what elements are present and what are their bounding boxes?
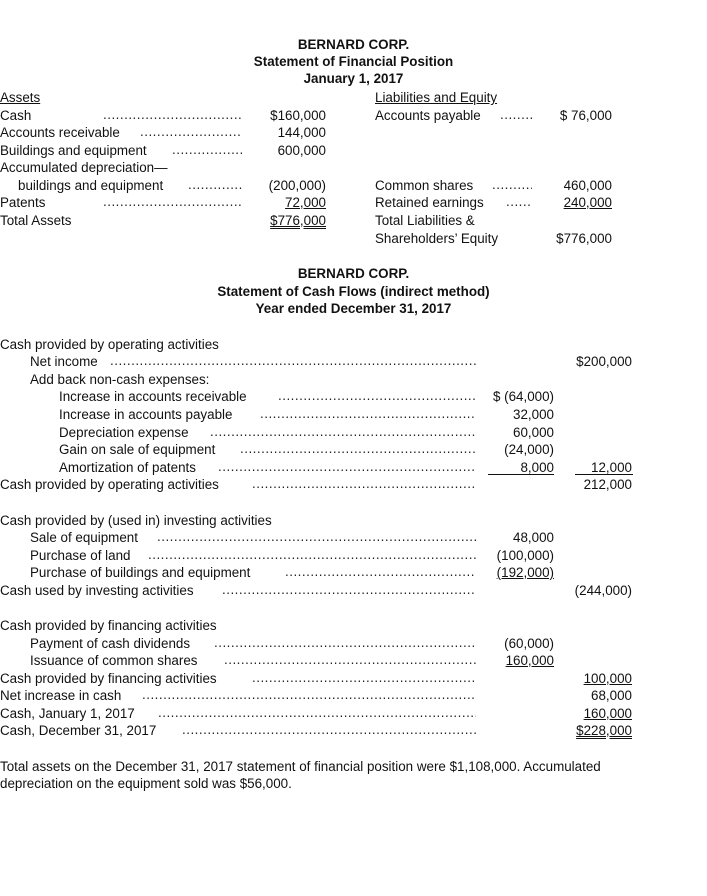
tle-label-1: Total Liabilities &: [375, 213, 475, 228]
note-line-1: Total assets on the December 31, 2017 statement of financial position were $1,108,000. Accumulated: [0, 759, 601, 774]
leader-dots: [252, 476, 476, 493]
ar-label: Accounts receivable: [0, 125, 120, 140]
dividends-value: (60,000): [504, 636, 554, 651]
cash-value: $160,000: [270, 108, 326, 123]
patents-value: 72,000: [285, 195, 326, 210]
inc-ar-value: $ (64,000): [492, 389, 554, 404]
buy-bldg-value: (192,000): [496, 565, 554, 580]
scf-period: Year ended December 31, 2017: [255, 301, 452, 316]
leader-dots: [285, 564, 476, 581]
gain-value: (24,000): [504, 442, 554, 457]
tle-label-2: Shareholders’ Equity: [375, 231, 499, 246]
underline-rule: [575, 474, 633, 475]
leader-dots: [182, 722, 476, 739]
cs-label: Common shares: [375, 178, 474, 193]
dividends-label: Payment of cash dividends: [30, 636, 191, 651]
ap-value: $ 76,000: [559, 108, 612, 123]
underline-rule: [488, 474, 554, 475]
cash-dec-value: $228,000: [576, 723, 632, 738]
liab-heading: Liabilities and Equity: [375, 90, 498, 105]
cash-dec-label: Cash, December 31, 2017: [0, 723, 157, 738]
depr-label: Depreciation expense: [59, 425, 189, 440]
inc-ap-label: Increase in accounts payable: [59, 407, 233, 422]
net-income-total: $200,000: [576, 354, 632, 369]
accum2-value: (200,000): [268, 178, 326, 193]
note-line-2: depreciation on the equipment sold was $56,000.: [0, 776, 292, 791]
leader-dots: [260, 406, 476, 423]
leader-dots: [278, 388, 476, 405]
leader-dots: [103, 107, 242, 124]
leader-dots: [224, 652, 476, 669]
net-inc-label: Net increase in cash: [0, 688, 122, 703]
scf-company: BERNARD CORP.: [297, 266, 410, 281]
leader-dots: [252, 670, 476, 687]
leader-dots: [210, 424, 476, 441]
cash-label: Cash: [0, 108, 32, 123]
sfp-company: BERNARD CORP.: [297, 37, 410, 52]
fin-heading: Cash provided by financing activities: [0, 618, 217, 633]
addback-label: Add back non-cash expenses:: [30, 372, 210, 387]
inc-ap-value: 32,000: [513, 407, 554, 422]
inv-total-value: (244,000): [574, 583, 632, 598]
bldg-value: 600,000: [277, 143, 326, 158]
sfp-title: Statement of Financial Position: [253, 54, 454, 69]
leader-dots: [218, 459, 476, 476]
op-total-value: 212,000: [583, 477, 632, 492]
land-value: (100,000): [496, 548, 554, 563]
depr-value: 60,000: [513, 425, 554, 440]
leader-dots: [148, 547, 476, 564]
leader-dots: [158, 705, 476, 722]
tle-value: $776,000: [556, 231, 612, 246]
leader-dots: [157, 529, 476, 546]
patents-label: Patents: [0, 195, 46, 210]
leader-dots: [214, 635, 476, 652]
scf-title: Statement of Cash Flows (indirect method): [217, 284, 490, 299]
sale-eq-value: 48,000: [513, 530, 554, 545]
amort-total: 12,000: [591, 460, 632, 475]
op-heading: Cash provided by operating activities: [0, 337, 219, 352]
total-assets-value: $776,000: [270, 213, 326, 228]
ap-label: Accounts payable: [375, 108, 481, 123]
leader-dots: [140, 124, 242, 141]
inv-heading: Cash provided by (used in) investing activities: [0, 513, 272, 528]
re-value: 240,000: [563, 195, 612, 210]
net-income-label: Net income: [30, 354, 98, 369]
amort-label: Amortization of patents: [59, 460, 196, 475]
op-total-label: Cash provided by operating activities: [0, 477, 219, 492]
amort-value: 8,000: [520, 460, 554, 475]
assets-heading: Assets: [0, 90, 41, 105]
bldg-label: Buildings and equipment: [0, 143, 147, 158]
leader-dots: [142, 687, 476, 704]
ar-value: 144,000: [277, 125, 326, 140]
fin-total-value: 100,000: [583, 671, 632, 686]
fin-total-label: Cash provided by financing activities: [0, 671, 217, 686]
cash-jan-value: 160,000: [583, 706, 632, 721]
accum2-label: buildings and equipment: [18, 178, 164, 193]
inc-ar-label: Increase in accounts receivable: [59, 389, 247, 404]
leader-dots: [222, 582, 476, 599]
leader-dots: [240, 441, 476, 458]
gain-label: Gain on sale of equipment: [59, 442, 216, 457]
issuance-value: 160,000: [505, 653, 554, 668]
total-assets-label: Total Assets: [0, 213, 72, 228]
cash-jan-label: Cash, January 1, 2017: [0, 706, 135, 721]
leader-dots: [103, 194, 242, 211]
accum-label: Accumulated depreciation—: [0, 160, 168, 175]
net-inc-value: 68,000: [591, 688, 632, 703]
land-label: Purchase of land: [30, 548, 131, 563]
buy-bldg-label: Purchase of buildings and equipment: [30, 565, 251, 580]
re-label: Retained earnings: [375, 195, 484, 210]
cs-value: 460,000: [563, 178, 612, 193]
leader-dots: [110, 353, 476, 370]
sfp-date: January 1, 2017: [303, 71, 404, 86]
sale-eq-label: Sale of equipment: [30, 530, 138, 545]
inv-total-label: Cash used by investing activities: [0, 583, 194, 598]
issuance-label: Issuance of common shares: [30, 653, 198, 668]
